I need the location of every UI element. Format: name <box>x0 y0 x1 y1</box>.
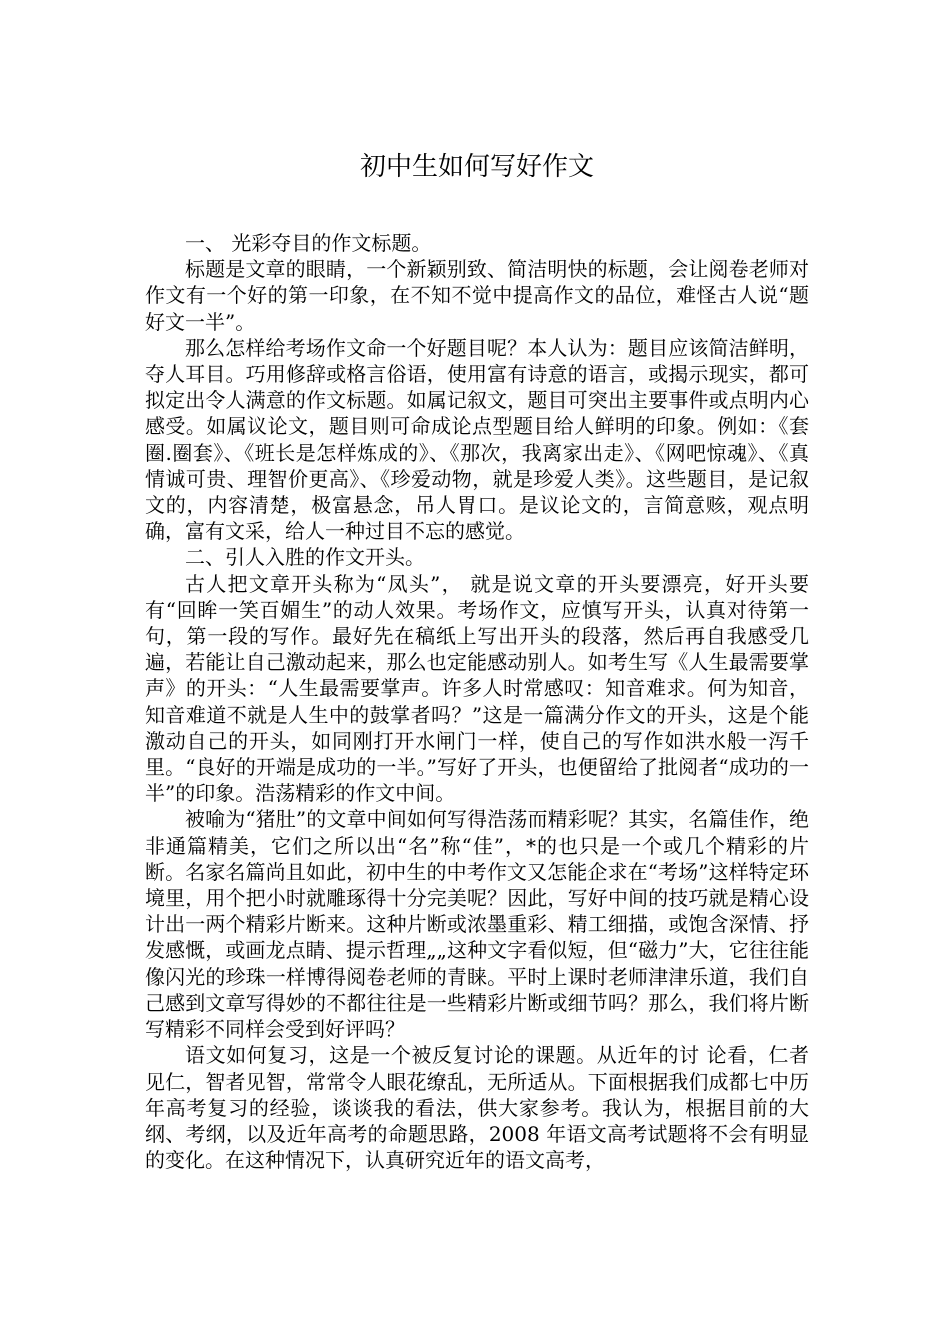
paragraph-middle: 被喻为“猪肚”的文章中间如何写得浩荡而精彩呢？其实，名篇佳作，绝非通篇精美，它们之所以出“名”称“佳”，*的也只是一个或几个精彩的片断。名家名篇尚且如此，初中生的中考作文又怎能企求在“考场”这样特定环境里，用个把小时就雕琢得十分完美呢？因此，写好中间的技巧就是精心设计出一两个精彩片断来。这种片断或浓墨重彩、精工细描，或饱含深情、抒发感慨，或画龙点睛、提示哲理„„这种文字看似短，但“磁力”大，它往往能像闪光的珍珠一样博得阅卷老师的青睐。平时上课时老师津津乐道，我们自己感到文章写得妙的不都往往是一些精彩片断或细节吗？那么，我们将片断写精彩不同样会受到好评吗？ <box>145 807 809 1042</box>
section-heading-1: 一、 光彩夺目的作文标题。 <box>185 231 432 255</box>
paragraph-title-methods: 那么怎样给考场作文命一个好题目呢？本人认为：题目应该简洁鲜明，夺人耳目。巧用修辞或格言俗语，使用富有诗意的语言，或揭示现实，都可拟定出令人满意的作文标题。如属记叙文，题目可突出主要事件或点明内心感受。如属议论文，题目则可命成论点型题目给人鲜明的印象。例如：《套圈.圈套》、《班长是怎样炼成的》、《那次，我离家出走》、《网吧惊魂》、《真情诚可贵、理智价更高》、《珍爱动物，就是珍爱人类》。这些题目，是记叙文的，内容清楚，极富悬念，吊人胃口。是议论文的，言简意赅，观点明确，富有文采，给人一种过目不忘的感觉。 <box>145 335 809 544</box>
paragraph-review: 语文如何复习，这是一个被反复讨论的课题。从近年的讨 论看，仁者见仁，智者见智，常常令人眼花缭乱，无所适从。下面根据我们成都七中历年高考复习的经验，谈谈我的看法，供大家参考。我认为，根据目前的大纲、考纲，以及近年高考的命题思路，2008 年语文高考试题将不会有明显的变化。在这种情况下，认真研究近年的语文高考， <box>145 1043 809 1173</box>
paragraph-title-intro: 标题是文章的眼睛，一个新颖别致、简洁明快的标题，会让阅卷老师对作文有一个好的第一印象，在不知不觉中提高作文的品位，难怪古人说“题好文一半”。 <box>145 257 809 334</box>
document-page <box>145 150 809 1173</box>
paragraph-opening: 古人把文章开头称为“凤头”， 就是说文章的开头要漂亮，好开头要有“回眸一笑百媚生”的动人效果。考场作文，应慎写开头，认真对待第一句，第一段的写作。最好先在稿纸上写出开头的段落，然后再自我感受几遍，若能让自己激动起来，那么也定能感动别人。如考生写《人生最需要掌声》的开头：“人生最需要掌声。许多人时常感叹：知音难求。何为知音，知音难道不就是人生中的鼓掌者吗？”这是一篇满分作文的开头，这是个能激动自己的开头，如同刚打开水闸门一样，使自己的写作如洪水般一泻千里。“良好的开端是成功的一半。”写好了开头，也便留给了批阅者“成功的一半”的印象。浩荡精彩的作文中间。 <box>145 571 809 806</box>
section-heading-2: 二、引人入胜的作文开头。 <box>185 545 425 570</box>
document-title: 初中生如何写好作文 <box>359 152 594 182</box>
